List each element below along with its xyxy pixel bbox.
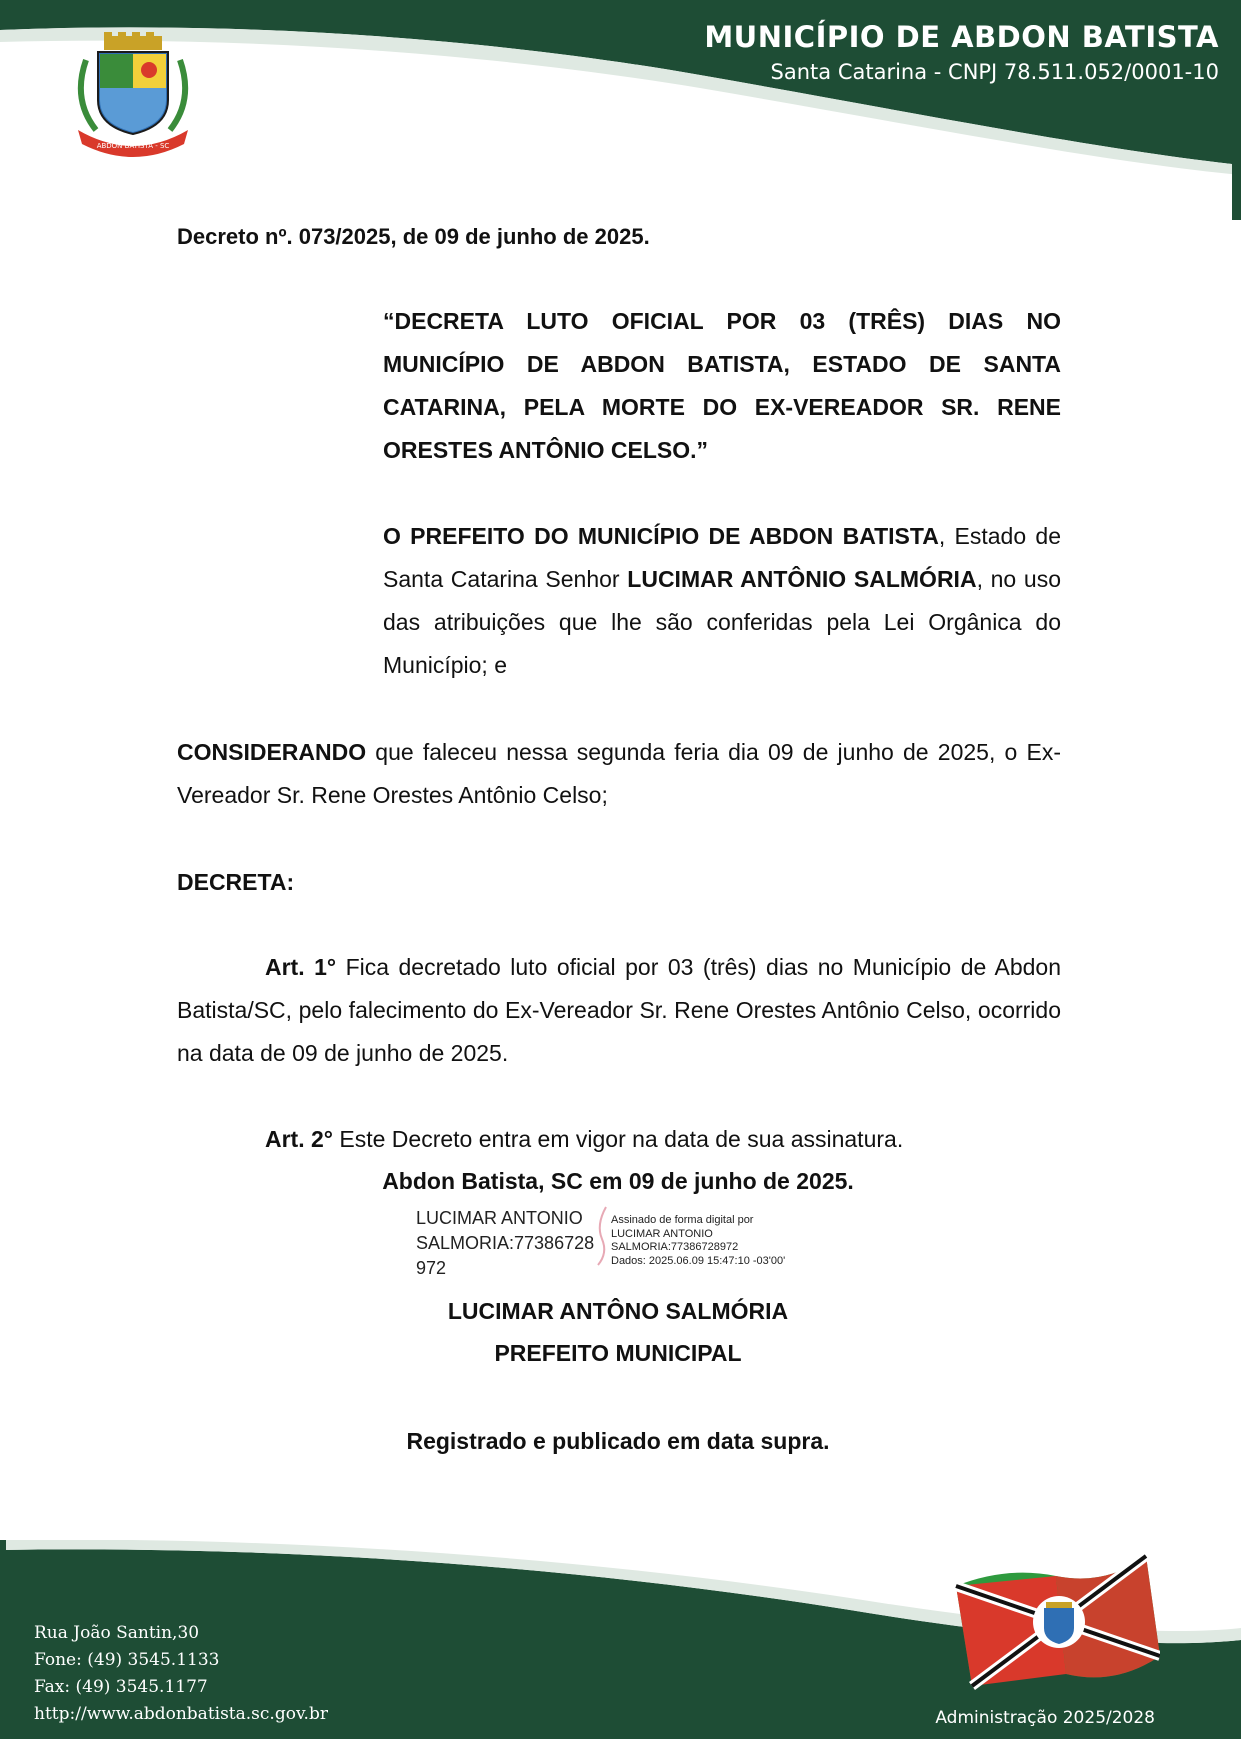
signature-name-line-1: LUCIMAR ANTONIO — [416, 1208, 583, 1228]
signer-role: PREFEITO MUNICIPAL — [494, 1340, 742, 1366]
footer-fax: Fax: (49) 3545.1177 — [34, 1677, 208, 1697]
digital-signature-details — [611, 1214, 785, 1268]
article-2 — [265, 1118, 1065, 1161]
digital-signature-line-4: Dados: 2025.06.09 15:47:10 -03'00' — [611, 1254, 786, 1267]
municipal-crest-logo — [66, 30, 200, 158]
signer-name: LUCIMAR ANTÔNO SALMÓRIA — [447, 1298, 789, 1324]
place-and-date: Abdon Batista, SC em 09 de junho de 2025. — [382, 1168, 854, 1194]
decree-ementa: “DECRETA LUTO OFICIAL POR 03 (TRÊS) DIAS NO MUNICÍPIO DE ABDON BATISTA, ESTADO DE SANTA CATARINA, PELA MORTE DO EX-VEREADOR SR. RENE ORESTES ANTÔNIO CELSO.” — [383, 308, 1061, 463]
decree-title: Decreto nº. 073/2025, de 09 de junho de 2025. — [177, 224, 650, 249]
signature-name-block — [416, 1206, 594, 1281]
preamble-authority: O PREFEITO DO MUNICÍPIO DE ABDON BATISTA — [383, 523, 939, 549]
article-1-text: Fica decretado luto oficial por 03 (três) dias no Município de Abdon Batista/SC, pelo falecimento do Ex-Vereador Sr. Rene Orestes Antônio Celso, ocorrido na data de 09 de junho de 2025. — [177, 954, 1061, 1066]
signature-name-line-2: SALMORIA:77386728 — [416, 1233, 595, 1253]
footer-website-link[interactable]: http://www.abdonbatista.sc.gov.br — [34, 1704, 328, 1724]
municipality-title: MUNICÍPIO DE ABDON BATISTA — [704, 20, 1219, 54]
digital-signature-line-2: LUCIMAR ANTONIO — [611, 1227, 713, 1240]
signature-name-line-3: 972 — [416, 1258, 447, 1278]
digital-signature-line-3: SALMORIA:77386728972 — [611, 1241, 739, 1253]
footer-phone: Fone: (49) 3545.1133 — [34, 1650, 220, 1670]
preamble-text-1: , Estado de Santa Catarina Senhor — [383, 523, 1061, 592]
footer-administration: Administração 2025/2028 — [935, 1708, 1155, 1728]
preamble-text-2: , no uso das atribuições que lhe são conferidas pela Lei Orgânica do Município; e — [383, 566, 1061, 678]
article-1-label: Art. 1° — [265, 954, 337, 980]
footer-contact — [34, 1620, 328, 1728]
digital-signature-line-1: Assinado de forma digital por — [611, 1214, 754, 1226]
preamble-mayor: LUCIMAR ANTÔNIO SALMÓRIA — [627, 566, 977, 592]
crest-label: ABDON BATISTA - SC — [96, 142, 170, 150]
article-2-label: Art. 2° — [265, 1126, 333, 1152]
considering-text: que faleceu nessa segunda feria dia 09 de junho de 2025, o Ex-Vereador Sr. Rene Orestes Antônio Celso; — [177, 739, 1061, 808]
article-2-text: Este Decreto entra em vigor na data de sua assinatura. — [333, 1126, 904, 1152]
decree-preamble — [383, 515, 1061, 687]
municipality-subtitle: Santa Catarina - CNPJ 78.511.052/0001-10 — [770, 60, 1219, 84]
registered-note: Registrado e publicado em data supra. — [406, 1428, 830, 1454]
decreta-heading: DECRETA: — [177, 869, 295, 895]
considering-label: CONSIDERANDO — [177, 739, 367, 765]
municipal-flag — [946, 1546, 1160, 1696]
article-1 — [177, 946, 1061, 1075]
considering-paragraph — [177, 731, 1061, 817]
footer-address: Rua João Santin,30 — [34, 1623, 200, 1643]
